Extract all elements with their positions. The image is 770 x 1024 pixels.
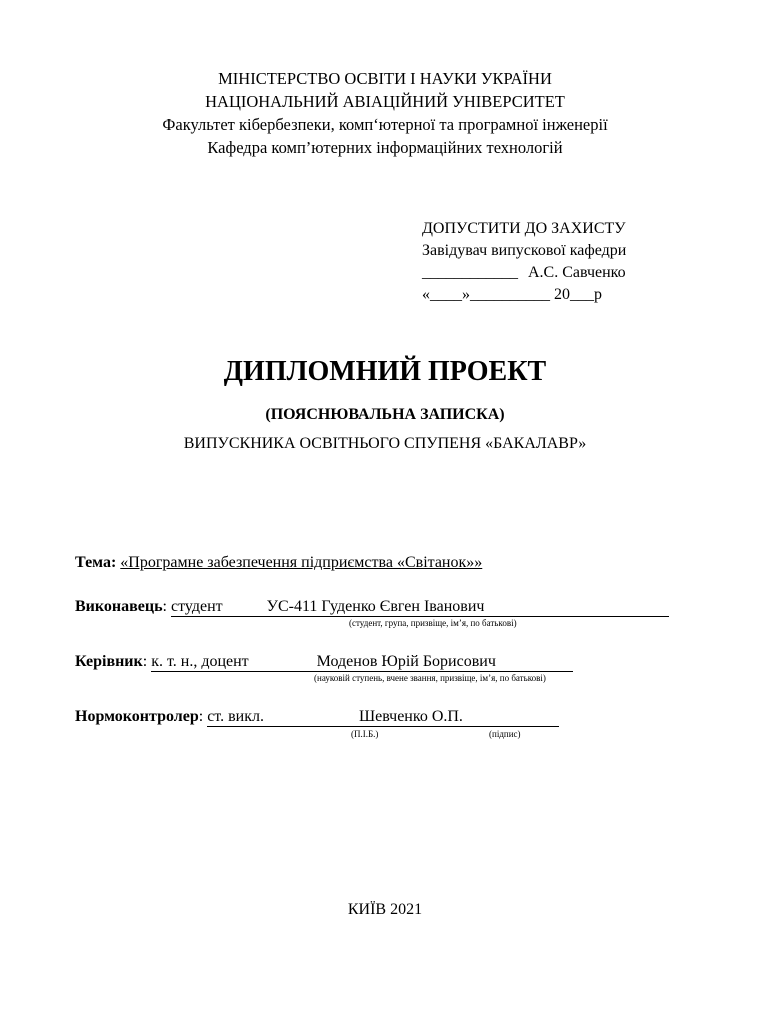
normcontroller-hint-name: (П.І.Б.)	[351, 729, 379, 739]
executor-value: УС-411 Гуденко Євген Іванович	[266, 598, 485, 615]
normcontroller-hint-sign: (підпис)	[489, 729, 521, 739]
normcontroller-row: Нормоконтролер: ст. викл. Шевченко О.П.	[75, 708, 559, 727]
city-year: КИЇВ 2021	[347, 901, 423, 918]
approval-signature-line	[422, 262, 626, 284]
supervisor-role: к. т. н., доцент	[151, 653, 249, 670]
supervisor-field	[151, 653, 573, 672]
normcontroller-field	[207, 708, 559, 727]
normcontroller-label: Нормоконтролер	[75, 708, 199, 725]
topic-label: Тема:	[75, 554, 117, 571]
degree-line: ВИПУСКНИКА ОСВІТНЬОГО СПУПЕНЯ «БАКАЛАВР»	[183, 435, 587, 452]
supervisor-value: Моденов Юрій Борисович	[316, 653, 496, 670]
executor-role: студент	[171, 598, 223, 615]
executor-hint: (студент, група, призвіще, ім’я, по батькові)	[349, 618, 517, 628]
ministry-name: МІНІСТЕРСТВО ОСВІТИ І НАУКИ УКРАЇНИ	[218, 69, 552, 88]
normcontroller-value: Шевченко О.П.	[358, 708, 463, 725]
executor-row: Виконавець: студент УС-411 Гуденко Євген Іванович	[75, 598, 669, 617]
executor-field	[171, 598, 669, 617]
approval-heading: ДОПУСТИТИ ДО ЗАХИСТУ	[422, 220, 626, 237]
head-name: А.С. Савченко	[528, 264, 626, 281]
faculty-name: Факультет кібербезпеки, комп‘ютерної та програмної інженерії	[162, 115, 608, 134]
executor-label: Виконавець	[75, 598, 163, 615]
document-subtitle: (ПОЯСНЮВАЛЬНА ЗАПИСКА)	[265, 406, 505, 423]
normcontroller-role: ст. викл.	[207, 708, 264, 725]
department-name: Кафедра комп’ютерних інформаційних технологій	[207, 138, 563, 157]
university-name: НАЦІОНАЛЬНИЙ АВІАЦІЙНИЙ УНІВЕРСИТЕТ	[205, 92, 565, 111]
topic-row	[75, 554, 482, 572]
approval-date-line: «____»__________ 20___р	[422, 286, 602, 303]
signature-blank: ____________	[422, 264, 518, 281]
approval-position: Завідувач випускової кафедри	[422, 242, 627, 259]
topic-value: «Програмне забезпечення підприємства «Світанок»»	[120, 554, 483, 571]
document-title: ДИПЛОМНИЙ ПРОЕКТ	[223, 356, 547, 387]
supervisor-hint: (науковій ступень, вчене звання, призвіще, ім’я, по батькові)	[314, 673, 546, 683]
supervisor-row: Керівник: к. т. н., доцент Моденов Юрій Борисович	[75, 653, 573, 672]
supervisor-label: Керівник	[75, 653, 143, 670]
